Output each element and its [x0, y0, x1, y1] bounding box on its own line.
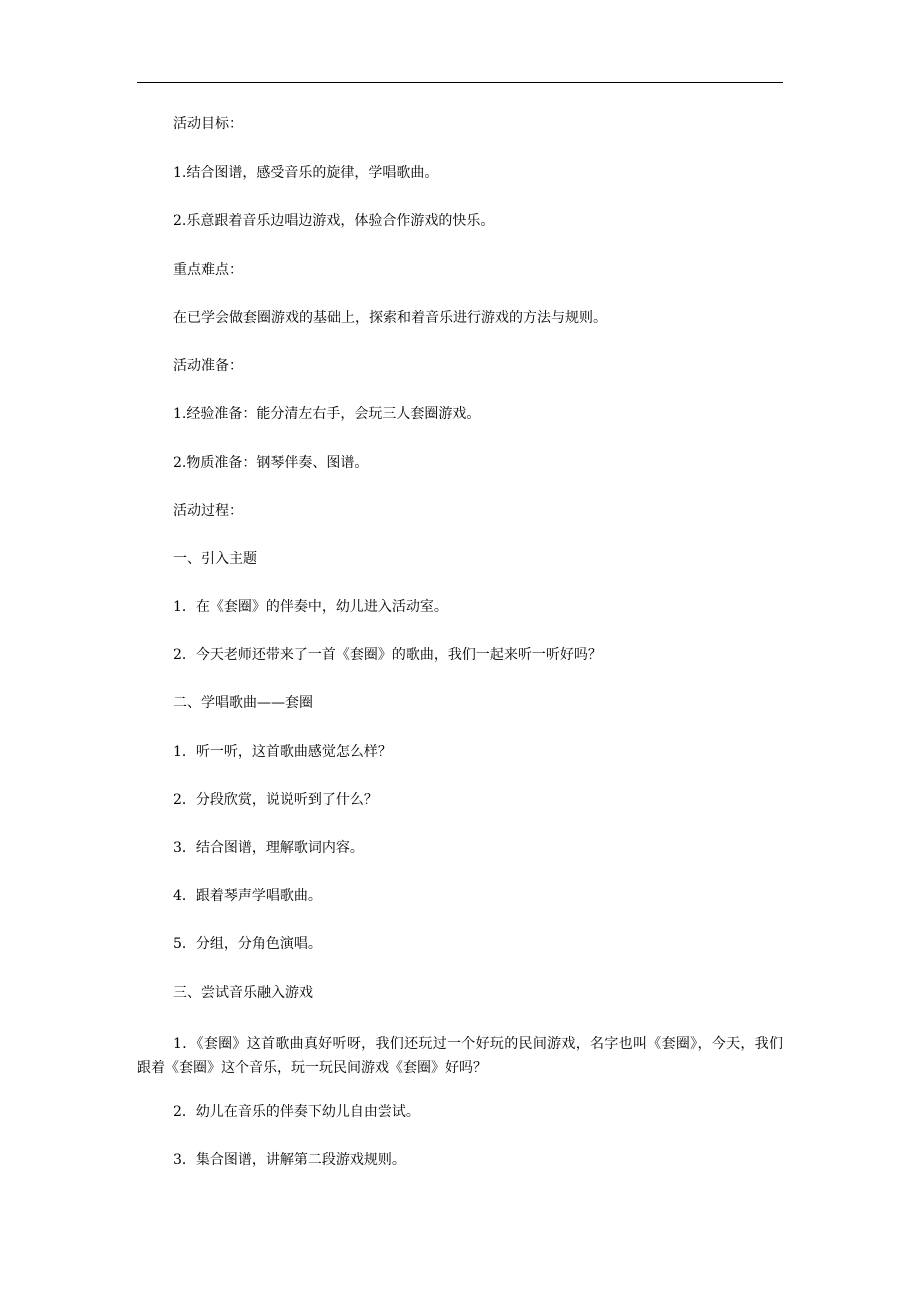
section1-item-1: 1．在《套圈》的伴奏中，幼儿进入活动室。 [173, 599, 448, 615]
section1-item-2: 2．今天老师还带来了一首《套圈》的歌曲，我们一起来听一听好吗？ [173, 647, 602, 663]
section2-item-3: 3．结合图谱，理解歌词内容。 [173, 840, 364, 856]
goal-item-2: 2.乐意跟着音乐边唱边游戏，体验合作游戏的快乐。 [173, 213, 495, 229]
section3-item-2: 2．幼儿在音乐的伴奏下幼儿自由尝试。 [173, 1104, 420, 1120]
heading-preparation: 活动准备： [173, 358, 243, 374]
preparation-item-2: 2.物质准备：钢琴伴奏、图谱。 [173, 455, 369, 471]
heading-activity-goals: 活动目标： [173, 116, 243, 132]
section2-item-4: 4．跟着琴声学唱歌曲。 [173, 888, 322, 904]
section2-item-5: 5．分组，分角色演唱。 [173, 936, 322, 952]
section-heading-3: 三、尝试音乐融入游戏 [173, 985, 313, 1001]
section-heading-1: 一、引入主题 [173, 551, 257, 567]
section-heading-2: 二、学唱歌曲——套圈 [173, 695, 313, 711]
goal-item-1: 1.结合图谱，感受音乐的旋律，学唱歌曲。 [173, 165, 439, 181]
key-points-text: 在已学会做套圈游戏的基础上，探索和着音乐进行游戏的方法与规则。 [173, 310, 607, 326]
heading-process: 活动过程： [173, 503, 243, 519]
header-rule [137, 82, 783, 83]
section2-item-2: 2．分段欣赏，说说听到了什么？ [173, 792, 378, 808]
section3-item-3: 3．集合图谱，讲解第二段游戏规则。 [173, 1152, 406, 1168]
section2-item-1: 1．听一听，这首歌曲感觉怎么样？ [173, 744, 392, 760]
preparation-item-1: 1.经验准备：能分清左右手，会玩三人套圈游戏。 [173, 406, 481, 422]
heading-key-points: 重点难点： [173, 262, 243, 278]
section3-item-1: 1．《套圈》这首歌曲真好听呀，我们还玩过一个好玩的民间游戏，名字也叫《套圈》，今天，我们跟着《套圈》这个音乐，玩一玩民间游戏《套圈》好吗？ [137, 1036, 783, 1076]
